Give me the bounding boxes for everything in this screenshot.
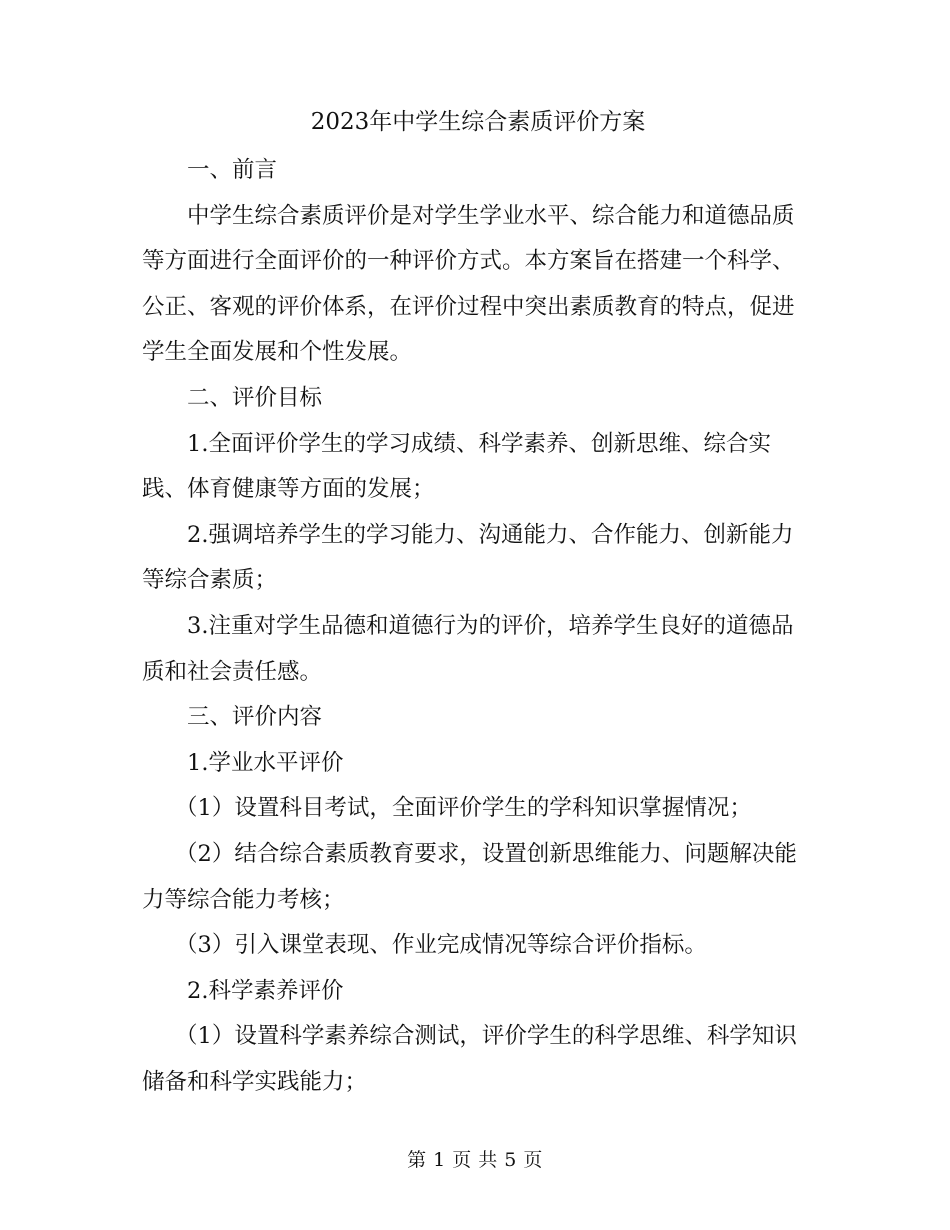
goal-item-3: 3.注重对学生品德和道德行为的评价，培养学生良好的道德品质和社会责任感。 xyxy=(142,612,794,685)
goal-item-2: 2.强调培养学生的学习能力、沟通能力、合作能力、创新能力等综合素质； xyxy=(142,521,794,594)
page-number-footer: 第 1 页 共 5 页 xyxy=(407,1149,543,1171)
section-heading-preface: 一、前言 xyxy=(187,157,278,183)
academic-item-3: （3）引入课堂表现、作业完成情况等综合评价指标。 xyxy=(175,932,707,959)
document-body xyxy=(142,104,814,1105)
science-item-1: （1）设置科学素养综合测试，评价学生的科学思维、科学知识储备和科学实践能力； xyxy=(142,1023,797,1095)
content-subheading-science: 2.科学素养评价 xyxy=(187,977,344,1004)
section-heading-goals: 二、评价目标 xyxy=(187,384,323,411)
content-subheading-academic: 1.学业水平评价 xyxy=(187,749,344,776)
section-heading-content: 三、评价内容 xyxy=(187,704,323,731)
document-title: 2023年中学生综合素质评价方案 xyxy=(310,109,646,135)
preface-paragraph: 中学生综合素质评价是对学生学业水平、综合能力和道德品质等方面进行全面评价的一种评价方式。本方案旨在搭建一个科学、公正、客观的评价体系，在评价过程中突出素质教育的特点，促进学生全面发展和个性发展。 xyxy=(142,202,795,366)
academic-item-1: （1）设置科目考试，全面评价学生的学科知识掌握情况； xyxy=(175,795,752,822)
goal-item-1: 1.全面评价学生的学习成绩、科学素养、创新思维、综合实践、体育健康等方面的发展； xyxy=(142,430,771,503)
academic-item-2: （2）结合综合素质教育要求，设置创新思维能力、问题解决能力等综合能力考核； xyxy=(142,840,797,913)
